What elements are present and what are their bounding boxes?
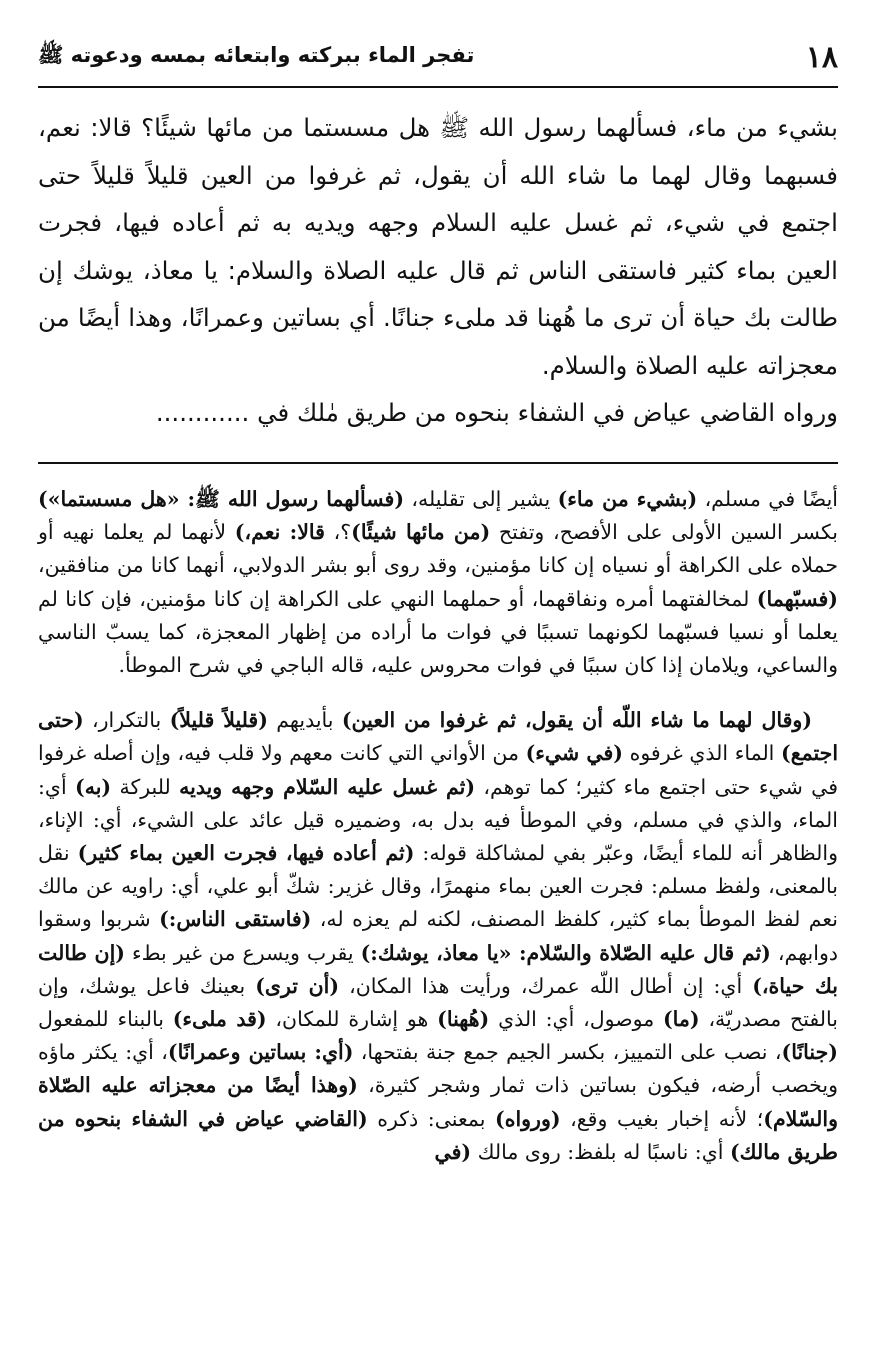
commentary-lemma: (بشيء من ماء) [557, 487, 698, 511]
commentary-lemma: (ثم غسل عليه السّلام وجهه ويديه [179, 774, 476, 799]
commentary-gloss: لأنهما لم يعلما نهيه أو حملاه على الكراهة أو نسياه إن كانا مؤمنين، وقد روى أبو بشر الدولابي، أنهما كانا من منافقين، [38, 520, 838, 578]
page-number: ١٨ [805, 39, 838, 75]
commentary-lemma: (فسبّهما) [756, 586, 838, 611]
commentary-lemma: (أي: بساتين وعمرانًا) [167, 1040, 354, 1065]
commentary-gloss: بالبناء للمفعول [38, 1007, 173, 1032]
commentary-gloss: ، أي: يكثر ماؤه ويخصب أرضه، فيكون بساتين ذات ثمار وشجر كثيرة، [38, 1040, 838, 1098]
commentary-paragraph-1 [38, 483, 838, 682]
commentary-lemma: (في [434, 1139, 472, 1164]
commentary-lemma: (ما) [662, 1007, 700, 1032]
main-text-continuation: ورواه القاضي عياض في الشفاء بنحوه من طريق مٰلك في ............ [155, 398, 838, 427]
main-text [38, 104, 838, 437]
commentary-gloss: أي: الماء، والذي في مسلم، وفي الموطأ فيه بدل به، وضميره قيل عائد على الشيء، أي: الإناء، والظاهر أنه للماء أيضًا، وعبّر بفي لمشاكلة قوله: [38, 774, 838, 866]
commentary-lemma: (إن طالت بك حياة،) [38, 940, 839, 998]
commentary-gloss: بالتكرار، [83, 708, 170, 733]
running-title: تفجر الماء ببركته وابتعائه بمسه ودعوته ﷺ [38, 42, 475, 67]
commentary-lemma: (به) [75, 774, 112, 799]
commentary-gloss: بكسر السين الأولى على الأفصح، وتفتح [490, 520, 838, 545]
commentary-gloss: ؛ لأنه إخبار بغيب وقع، [560, 1106, 764, 1131]
commentary-gloss: شربوا وسقوا دوابهم، [38, 907, 838, 965]
commentary-gloss: من الأواني التي كانت معهم ولا قلب فيه، وإن أصله غرفوا في شيء حتى اجتمع ماء كثير؛ كما توهم، [38, 741, 838, 799]
commentary-lemma: (ورواه) [495, 1106, 561, 1131]
commentary-gloss: ؟، [324, 520, 352, 545]
commentary-gloss: أيضًا في مسلم، [697, 487, 838, 511]
commentary-gloss: لمخالفتهما أمره ونفاقهما، أو حملهما النهي على الكراهة إن كانا مؤمنين، فإن كانا لم يعلما أو نسيا فسبّهما لكونهما تسببًا في فوات ما أراده من إظهار المعجزة، كما يسبّ الناسي والساعي، ويلامان إذا كان سببًا في فوات محروس عليه، قاله الباجي في شرح الموطأ. [38, 586, 838, 678]
commentary-gloss: أي: ناسبًا له بلفظ: روى مالك [471, 1139, 730, 1164]
commentary-lemma: (قد ملىء) [172, 1007, 267, 1032]
commentary-gloss: يقرب ويسرع من غير بطء [124, 940, 361, 965]
commentary-gloss: هو إشارة للمكان، [266, 1007, 438, 1032]
commentary-lemma: (وهذا أيضًا من معجزاته عليه الصّلاة والسّلام) [38, 1073, 839, 1131]
commentary-gloss: نقل بالمعنى، ولفظ مسلم: فجرت العين بماء منهمرًا، وقال غزير: شكّ أبو علي، أي: راويه عن مالك نعم لفظ الموطأ بماء كثير، كلفظ المصنف، لكنه لم يعزه له، [38, 841, 838, 932]
commentary-lemma: قالا: نعم،) [234, 520, 325, 545]
commentary-gloss: للبركة [111, 774, 180, 799]
commentary-paragraph-2 [38, 704, 838, 1169]
commentary-gloss: بعينك فاعل يوشك، وإن بالفتح مصدريّة، [38, 973, 838, 1032]
commentary-lemma: (جنانًا) [781, 1040, 838, 1065]
commentary-gloss: يشير إلى تقليله، [404, 487, 558, 511]
commentary-lemma: (حتى اجتمع) [38, 708, 839, 766]
commentary-gloss: ، نصب على التمييز، بكسر الجيم جمع جنة بفتحها، [353, 1040, 782, 1065]
main-text-paragraph: بشيء من ماء، فسألهما رسول الله ﷺ هل مسستما من مائها شيئًا؟ قالا: نعم، فسبهما وقال لهما ما شاء الله أن يقول، ثم غرفوا من العين قليلاً قليلاً حتى اجتمع في شيء، ثم غسل عليه السلام وجهه ويديه به ثم أعاده فيها، فجرت العين بماء كثير فاستقى الناس ثم قال عليه الصلاة والسلام: يا معاذ، يوشك إن طالت بك حياة أن ترى ما هُهنا قد ملىء جنانًا. أي بساتين وعمرانًا، وهذا أيضًا من معجزاته عليه الصلاة والسلام. [38, 113, 838, 380]
commentary-gloss: الماء الذي غرفوه [622, 741, 781, 766]
section-divider [38, 462, 838, 464]
commentary-lemma: (القاضي عياض في الشفاء بنحوه من طريق مالك) [38, 1106, 838, 1164]
commentary-lemma: (ثم قال عليه الصّلاة والسّلام: «يا معاذ، يوشك:) [360, 940, 771, 965]
commentary [38, 483, 838, 1169]
commentary-lemma: (فسألهما رسول الله ﷺ: «هل مسستما») [38, 487, 405, 511]
commentary-gloss: بأيديهم [267, 708, 342, 733]
commentary-gloss: أي: إن أطال اللّه عمرك، ورأيت هذا المكان، [339, 973, 753, 998]
commentary-lemma: (فاستقى الناس:) [159, 907, 312, 932]
commentary-gloss: موصول، أي: الذي [489, 1007, 663, 1032]
commentary-lemma: (وقال لهما ما شاء اللّه أن يقول، ثم غرفوا من العين) [341, 708, 813, 733]
page-header [38, 28, 838, 88]
commentary-lemma: (في شيء) [525, 741, 623, 766]
commentary-gloss: بمعنى: ذكره [367, 1106, 496, 1131]
commentary-lemma: (أن ترى) [255, 973, 340, 998]
commentary-lemma: (هُهنا) [437, 1007, 490, 1032]
book-page [38, 28, 838, 1348]
commentary-lemma: (من مائها شيئًا) [351, 520, 491, 545]
commentary-lemma: (ثم أعاده فيها، فجرت العين بماء كثير) [77, 841, 415, 866]
commentary-lemma: (قليلاً قليلاً) [169, 708, 268, 733]
